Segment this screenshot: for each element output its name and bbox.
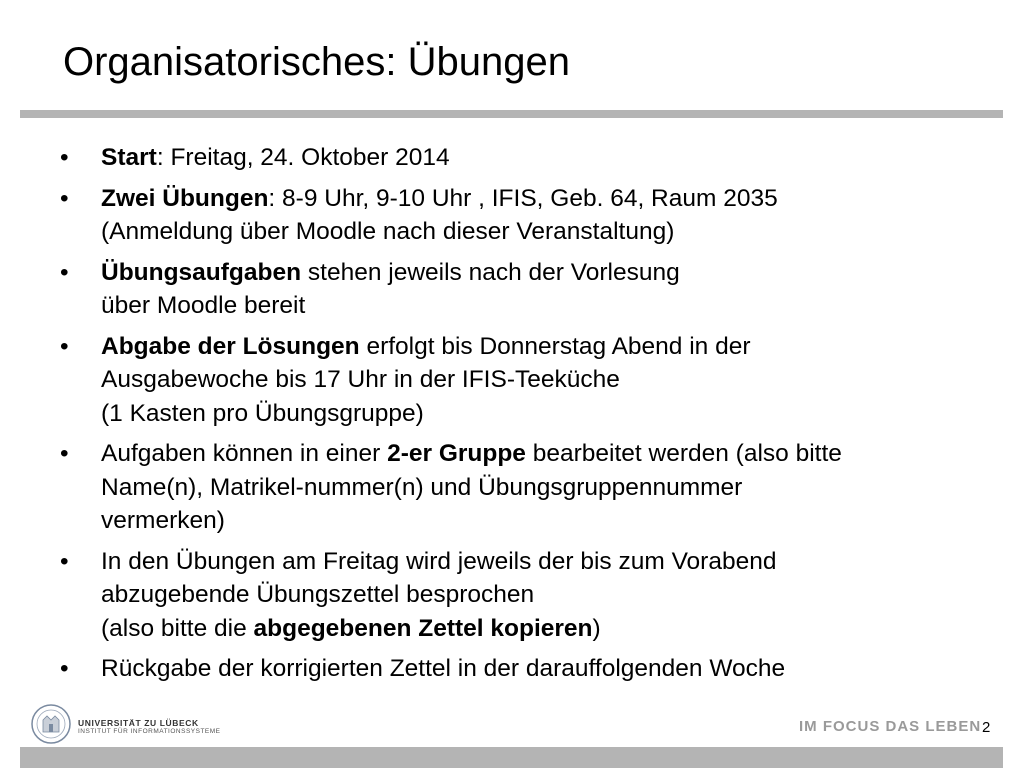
bullet-marker: •: [60, 655, 69, 682]
bullet-line: [101, 437, 990, 471]
university-seal-icon: [30, 702, 72, 746]
bullet-text: Ausgabewoche bis 17 Uhr in der IFIS-Teeküche: [101, 366, 620, 393]
bullet-text: stehen jeweils nach der Vorlesung: [301, 258, 680, 286]
bullet-line: [101, 215, 990, 249]
bullet-text-bold: abgegebenen Zettel kopieren: [253, 614, 593, 642]
logo-institute-text: INSTITUT FÜR INFORMATIONSSYSTEME: [78, 728, 221, 735]
bullet-marker: •: [60, 144, 69, 171]
bullet-item: [60, 182, 990, 249]
bullet-line: [101, 141, 990, 175]
bullet-line: [101, 652, 990, 686]
bullet-line: [101, 330, 990, 364]
bullet-item: [60, 330, 990, 431]
bullet-text: (also bitte die: [101, 614, 254, 642]
bullet-marker: •: [60, 258, 69, 286]
bullet-item: [60, 256, 990, 323]
bullet-line: [101, 471, 990, 505]
page-number: 2: [982, 719, 991, 736]
bullet-marker: •: [60, 440, 69, 467]
bullet-marker: •: [60, 332, 69, 360]
slogan: IM FOCUS DAS LEBEN: [799, 718, 982, 735]
bullet-marker: •: [60, 547, 69, 575]
bullet-line: [101, 256, 990, 290]
bullet-text: : 8-9 Uhr, 9-10 Uhr , IFIS, Geb. 64, Raum 2035: [268, 184, 778, 212]
bullet-line: [101, 182, 990, 216]
bullet-text: In den Übungen am Freitag wird jeweils der bis zum Vorabend: [101, 547, 777, 575]
bullet-text: ): [592, 614, 601, 642]
bullet-line: [101, 397, 990, 431]
bullet-text: Name(n), Matrikel-nummer(n) und Übungsgruppennummer: [101, 473, 743, 501]
bullet-line: [101, 612, 990, 646]
logo-university-text: UNIVERSITÄT ZU LÜBECK: [78, 718, 199, 728]
bullet-marker: •: [60, 184, 69, 212]
bullet-item: [60, 545, 990, 646]
bullet-item: [60, 652, 990, 686]
bullet-text-bold: 2-er Gruppe: [387, 440, 526, 467]
bullet-text: erfolgt bis Donnerstag Abend in der: [359, 332, 751, 360]
bullet-item: [60, 141, 990, 175]
bullet-text: Rückgabe der korrigierten Zettel in der darauffolgenden Woche: [101, 655, 786, 682]
bullet-text: über Moodle bereit: [101, 292, 306, 319]
bullet-text: : Freitag, 24. Oktober 2014: [156, 144, 450, 171]
title-rule: [20, 110, 1003, 118]
bullet-line: [101, 289, 990, 323]
bullet-text: (Anmeldung über Moodle nach dieser Veranstaltung): [101, 218, 675, 245]
bullet-line: [101, 578, 990, 612]
bullet-text-bold: Übungsaufgaben: [101, 258, 302, 286]
bullet-text: (1 Kasten pro Übungsgruppe): [101, 399, 424, 427]
bullet-text-bold: Zwei Übungen: [101, 184, 269, 212]
bullet-text: abzugebende Übungszettel besprochen: [101, 581, 535, 608]
bullet-text: bearbeitet werden (also bitte: [525, 440, 842, 467]
footer-bar: [20, 747, 1003, 768]
bullet-text: Aufgaben können in einer: [101, 440, 388, 467]
bullet-line: [101, 504, 990, 538]
bullet-list: [60, 141, 990, 693]
bullet-text-bold: Abgabe der Lösungen: [101, 332, 360, 360]
bullet-line: [101, 545, 990, 579]
slide-title: Organisatorisches: Übungen: [63, 40, 570, 84]
university-logo: [30, 702, 230, 746]
bullet-line: [101, 363, 990, 397]
bullet-text-bold: Start: [101, 144, 157, 171]
bullet-text: vermerken): [101, 507, 225, 534]
bullet-item: [60, 437, 990, 538]
